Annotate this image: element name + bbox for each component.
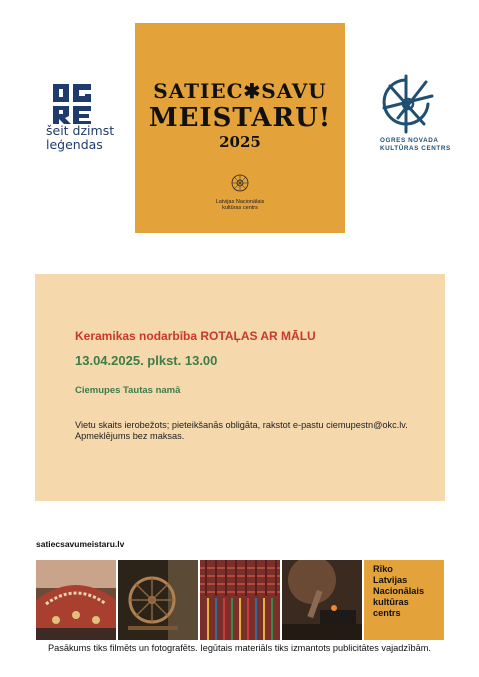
organizer-label-line5: centrs bbox=[373, 608, 401, 618]
poster-title-line1: SATIEC✱SAVU bbox=[153, 79, 327, 103]
photo-embroidered-costume bbox=[36, 560, 116, 640]
organizer-label-line4: kultūras bbox=[373, 597, 409, 607]
ogre-letters-icon bbox=[51, 82, 93, 126]
poster-org-line2: kultūras centrs bbox=[222, 205, 258, 211]
compass-star-icon bbox=[378, 74, 436, 136]
event-info-box bbox=[35, 274, 445, 501]
event-datetime: 13.04.2025. plkst. 13.00 bbox=[75, 353, 218, 368]
event-title: Keramikas nodarbība ROTAĻAS AR MĀLU bbox=[75, 329, 316, 343]
lnkc-emblem-icon bbox=[230, 173, 250, 195]
poster-title-line2: MEISTARU! bbox=[148, 103, 332, 133]
ogre-tagline-line1: šeit dzimst bbox=[46, 123, 115, 138]
event-place: Ciemupes Tautas namā bbox=[75, 385, 181, 396]
okc-logo bbox=[372, 72, 452, 152]
ogre-logo bbox=[46, 80, 118, 154]
poster-org-line1: Latvijas Nacionālais bbox=[215, 199, 265, 205]
poster-year: 2025 bbox=[219, 133, 261, 151]
event-note-line1: Vietu skaits ierobežots; pieteikšanās obligāta, rakstot e-pastu ciemupestn@okc.lv. bbox=[75, 420, 408, 430]
disclaimer-text: Pasākums tiks filmēts un fotografēts. Iegūtais materiāls tiks izmantots publicitātes vajadzībām. bbox=[48, 643, 431, 653]
photo-woven-fabric bbox=[200, 560, 280, 640]
organizer-label-box bbox=[364, 560, 444, 640]
event-poster bbox=[135, 23, 345, 233]
event-note-line2: Apmeklējums bez maksas. bbox=[75, 431, 185, 441]
ogre-tagline-line2: leģendas bbox=[46, 137, 103, 152]
okc-name-line1: OGRES NOVADA bbox=[380, 137, 439, 144]
website-link[interactable]: satiecsavumeistaru.lv bbox=[36, 539, 125, 549]
organizer-label-line3: Nacionālais bbox=[373, 586, 425, 596]
photo-blacksmith bbox=[282, 560, 362, 640]
organizer-label-line1: Rīko bbox=[373, 564, 393, 574]
photo-spinning-wheel bbox=[118, 560, 198, 640]
organizer-label-line2: Latvijas bbox=[373, 575, 408, 585]
okc-name-line2: KULTŪRAS CENTRS bbox=[380, 145, 451, 152]
